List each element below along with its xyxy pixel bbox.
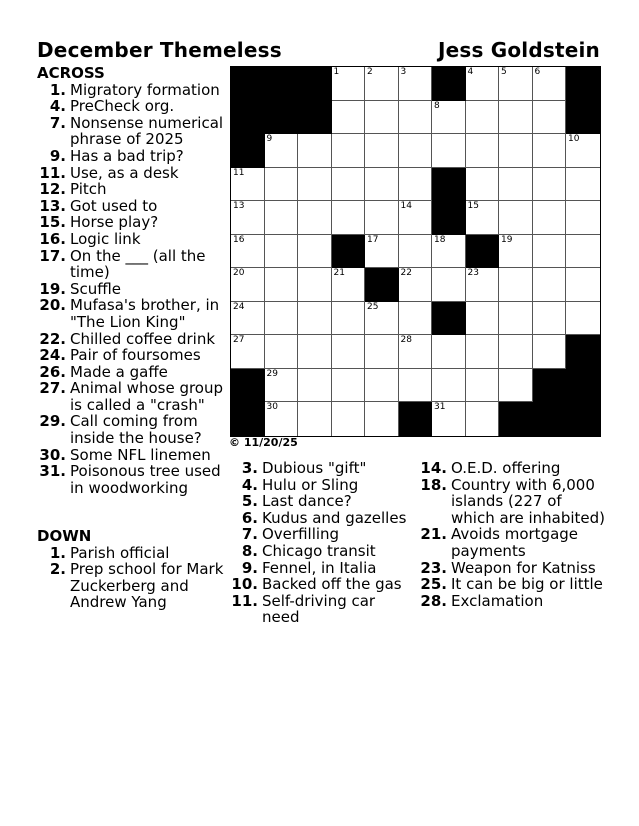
clue-item[interactable] — [229, 510, 409, 527]
grid-cell[interactable] — [466, 335, 500, 369]
clue-number: 9. — [241, 558, 258, 577]
clue-number: 7. — [241, 525, 258, 544]
across-clues — [37, 65, 225, 496]
grid-cell[interactable] — [298, 335, 332, 369]
clue-item[interactable] — [37, 82, 225, 99]
clue-item[interactable] — [37, 165, 225, 182]
cell-number: 11 — [233, 167, 245, 178]
grid-cell[interactable] — [533, 134, 567, 168]
clue-text: Pitch — [70, 180, 107, 199]
clue-number: 11. — [231, 591, 258, 610]
grid-cell[interactable] — [265, 235, 299, 269]
grid-cell[interactable] — [432, 134, 466, 168]
clue-item[interactable] — [37, 463, 225, 496]
grid-cell[interactable] — [499, 268, 533, 302]
clue-number: 17. — [39, 246, 66, 265]
grid-block — [231, 369, 265, 403]
clue-text: Fennel, in Italia — [262, 558, 377, 577]
grid-cell[interactable] — [399, 235, 433, 269]
grid-cell[interactable] — [533, 235, 567, 269]
clue-number: 3. — [241, 459, 258, 477]
grid-cell[interactable] — [466, 268, 500, 302]
clue-text: Some NFL linemen — [70, 445, 211, 464]
copyright-date: © 11/20/25 — [229, 436, 298, 449]
clue-number: 4. — [49, 97, 66, 116]
grid-cell[interactable] — [399, 201, 433, 235]
cell-number: 28 — [400, 335, 412, 345]
clue-number: 4. — [241, 475, 258, 494]
across-heading: ACROSS — [37, 64, 105, 82]
grid-cell[interactable] — [533, 67, 567, 101]
grid-cell[interactable] — [332, 369, 366, 403]
grid-cell[interactable] — [466, 168, 500, 202]
clue-number: 24. — [39, 346, 66, 365]
clue-item[interactable] — [229, 560, 409, 577]
grid-cell[interactable] — [265, 268, 299, 302]
grid-cell[interactable] — [432, 268, 466, 302]
clue-item[interactable] — [37, 231, 225, 248]
grid-cell[interactable] — [365, 302, 399, 336]
grid-cell[interactable] — [298, 268, 332, 302]
grid-block — [533, 402, 567, 436]
grid-cell[interactable] — [365, 168, 399, 202]
grid-cell[interactable] — [332, 101, 366, 135]
clue-item[interactable] — [37, 248, 225, 281]
clue-text: Overfilling — [262, 525, 340, 544]
clue-item[interactable] — [37, 98, 225, 115]
clue-number: 12. — [39, 180, 66, 199]
down-clue-list-1 — [37, 545, 225, 611]
grid-cell[interactable] — [499, 101, 533, 135]
clue-text: Made a gaffe — [70, 362, 168, 381]
clue-item[interactable] — [418, 477, 608, 527]
grid-cell[interactable] — [466, 302, 500, 336]
cell-number: 18 — [434, 234, 446, 245]
cell-number: 15 — [467, 201, 479, 211]
grid-cell[interactable] — [332, 302, 366, 336]
clue-text: Dubious "gift" — [262, 459, 367, 477]
grid-cell[interactable] — [365, 201, 399, 235]
down-clue-list-3 — [418, 460, 608, 609]
grid-cell[interactable] — [399, 134, 433, 168]
grid-block — [566, 402, 600, 436]
grid-block — [432, 302, 466, 336]
grid-cell[interactable] — [533, 268, 567, 302]
clue-number: 23. — [420, 558, 447, 577]
grid-cell[interactable] — [265, 302, 299, 336]
clue-text: Mufasa's brother, in "The Lion King" — [70, 296, 220, 331]
grid-cell[interactable] — [499, 67, 533, 101]
clue-text: Kudus and gazelles — [262, 508, 407, 527]
grid-block — [231, 101, 265, 135]
clue-text: Poisonous tree used in woodworking — [70, 462, 221, 497]
grid-block — [466, 235, 500, 269]
cell-number: 10 — [568, 134, 580, 144]
clue-text: It can be big or little — [451, 575, 603, 594]
clue-text: Got used to — [70, 196, 158, 215]
grid-block — [231, 134, 265, 168]
clue-number: 2. — [49, 560, 66, 579]
clue-text: Chicago transit — [262, 541, 376, 560]
grid-block — [231, 402, 265, 436]
grid-cell[interactable] — [499, 235, 533, 269]
clue-number: 16. — [39, 229, 66, 248]
clue-item[interactable] — [418, 460, 608, 477]
cell-number: 22 — [400, 268, 412, 278]
cell-number: 23 — [467, 268, 479, 278]
grid-block — [332, 235, 366, 269]
clue-item[interactable] — [229, 526, 409, 543]
cell-number: 21 — [333, 268, 345, 278]
clue-item[interactable] — [229, 543, 409, 560]
crossword-grid[interactable] — [230, 66, 601, 437]
grid-cell[interactable] — [298, 235, 332, 269]
clue-item[interactable] — [37, 413, 225, 446]
clue-number: 19. — [39, 279, 66, 298]
clue-text: On the ___ (all the time) — [70, 246, 206, 282]
grid-cell[interactable] — [332, 67, 366, 101]
cell-number: 20 — [233, 268, 245, 278]
grid-block — [432, 168, 466, 202]
cell-number: 19 — [501, 234, 513, 245]
grid-cell[interactable] — [365, 101, 399, 135]
grid-block — [365, 268, 399, 302]
grid-cell[interactable] — [298, 168, 332, 202]
clue-number: 27. — [39, 379, 66, 398]
cell-number: 1 — [333, 67, 340, 77]
clue-text: Logic link — [70, 229, 141, 248]
grid-block — [265, 67, 299, 101]
cell-number: 16 — [233, 234, 245, 245]
grid-cell[interactable] — [298, 402, 332, 436]
grid-cell[interactable] — [499, 134, 533, 168]
clue-text: Has a bad trip? — [70, 146, 184, 165]
grid-cell[interactable] — [566, 235, 600, 269]
grid-cell[interactable] — [466, 402, 500, 436]
clue-number: 5. — [241, 492, 258, 511]
grid-cell[interactable] — [298, 201, 332, 235]
grid-cell[interactable] — [332, 201, 366, 235]
cell-number: 25 — [367, 301, 379, 312]
grid-cell[interactable] — [399, 335, 433, 369]
clue-text: Country with 6,000 islands (227 of which are inhabited) — [451, 475, 606, 527]
grid-block — [432, 67, 466, 101]
grid-cell[interactable] — [432, 235, 466, 269]
grid-cell[interactable] — [332, 168, 366, 202]
clue-number: 22. — [39, 329, 66, 348]
clue-number: 8. — [241, 541, 258, 560]
grid-block — [566, 335, 600, 369]
clue-number: 26. — [39, 362, 66, 381]
grid-cell[interactable] — [533, 201, 567, 235]
clue-item[interactable] — [37, 545, 225, 562]
clue-number: 14. — [420, 459, 447, 477]
clue-number: 30. — [39, 445, 66, 464]
grid-cell[interactable] — [499, 302, 533, 336]
clue-item[interactable] — [37, 148, 225, 165]
cell-number: 9 — [266, 134, 273, 144]
grid-cell[interactable] — [466, 101, 500, 135]
grid-block — [432, 201, 466, 235]
grid-cell[interactable] — [265, 402, 299, 436]
clue-text: Avoids mortgage payments — [451, 525, 579, 560]
clue-item[interactable] — [418, 526, 608, 559]
clue-item[interactable] — [37, 214, 225, 231]
grid-cell[interactable] — [566, 134, 600, 168]
clue-item[interactable] — [37, 281, 225, 298]
cell-number: 8 — [434, 100, 440, 111]
grid-block — [298, 67, 332, 101]
cell-number: 31 — [434, 402, 446, 412]
grid-cell[interactable] — [566, 302, 600, 336]
clue-item[interactable] — [37, 447, 225, 464]
cell-number: 6 — [534, 67, 541, 77]
puzzle-author: Jess Goldstein — [437, 38, 600, 62]
clue-text: Prep school for Mark Zuckerberg and Andrew Yang — [70, 560, 224, 612]
grid-cell[interactable] — [365, 369, 399, 403]
cell-number: 29 — [266, 368, 278, 379]
grid-cell[interactable] — [533, 302, 567, 336]
grid-cell[interactable] — [231, 268, 265, 302]
down-clues — [37, 528, 225, 611]
clue-text: Migratory formation — [70, 80, 220, 99]
clue-number: 9. — [49, 146, 66, 165]
grid-block — [265, 101, 299, 135]
grid-cell[interactable] — [499, 335, 533, 369]
grid-cell[interactable] — [332, 335, 366, 369]
clue-text: Pair of foursomes — [70, 346, 201, 365]
cell-number: 13 — [233, 201, 245, 211]
clue-text: Animal whose group is called a "crash" — [70, 379, 224, 414]
clue-item[interactable] — [229, 593, 409, 626]
clue-item[interactable] — [37, 181, 225, 198]
grid-cell[interactable] — [265, 168, 299, 202]
grid-cell[interactable] — [265, 335, 299, 369]
cell-number: 30 — [266, 402, 278, 412]
clue-text: Call coming from inside the house? — [70, 412, 202, 448]
clue-number: 21. — [420, 525, 447, 544]
clue-item[interactable] — [229, 477, 409, 494]
grid-cell[interactable] — [399, 268, 433, 302]
grid-cell[interactable] — [432, 369, 466, 403]
grid-cell[interactable] — [399, 302, 433, 336]
cell-number: 17 — [367, 234, 379, 245]
grid-cell[interactable] — [533, 335, 567, 369]
clue-number: 6. — [241, 508, 258, 527]
clue-number: 15. — [39, 213, 66, 232]
cell-number: 5 — [501, 67, 507, 77]
grid-cell[interactable] — [365, 67, 399, 101]
clue-item[interactable] — [229, 493, 409, 510]
grid-cell[interactable] — [399, 369, 433, 403]
grid-cell[interactable] — [566, 201, 600, 235]
down-clue-list-2 — [229, 460, 409, 626]
clue-number: 13. — [39, 196, 66, 215]
grid-cell[interactable] — [265, 201, 299, 235]
grid-cell[interactable] — [265, 134, 299, 168]
clue-text: O.E.D. offering — [451, 459, 561, 477]
across-clue-list — [37, 82, 225, 497]
grid-cell[interactable] — [499, 369, 533, 403]
cell-number: 14 — [400, 201, 412, 211]
grid-cell[interactable] — [399, 101, 433, 135]
grid-cell[interactable] — [332, 268, 366, 302]
clue-text: Use, as a desk — [70, 163, 179, 182]
clue-item[interactable] — [37, 561, 225, 611]
grid-cell[interactable] — [499, 201, 533, 235]
grid-cell[interactable] — [365, 335, 399, 369]
clue-number: 11. — [39, 163, 66, 182]
grid-cell[interactable] — [231, 335, 265, 369]
clue-item[interactable] — [37, 198, 225, 215]
clue-item[interactable] — [37, 331, 225, 348]
clue-item[interactable] — [418, 593, 608, 610]
grid-cell[interactable] — [466, 67, 500, 101]
grid-cell[interactable] — [298, 369, 332, 403]
clue-text: Nonsense numerical phrase of 2025 — [70, 113, 224, 149]
clue-text: Chilled coffee drink — [70, 329, 216, 348]
cell-number: 24 — [233, 301, 245, 312]
cell-number: 4 — [467, 67, 474, 77]
grid-block — [533, 369, 567, 403]
grid-cell[interactable] — [332, 402, 366, 436]
grid-block — [566, 369, 600, 403]
clue-item[interactable] — [37, 297, 225, 330]
grid-cell[interactable] — [533, 168, 567, 202]
grid-cell[interactable] — [265, 369, 299, 403]
grid-cell[interactable] — [566, 168, 600, 202]
grid-cell[interactable] — [365, 235, 399, 269]
clue-text: Horse play? — [70, 213, 159, 232]
grid-cell[interactable] — [231, 201, 265, 235]
clue-text: Hulu or Sling — [262, 475, 359, 494]
grid-block — [298, 101, 332, 135]
clue-number: 18. — [420, 475, 447, 494]
clue-item[interactable] — [418, 576, 608, 593]
grid-cell[interactable] — [466, 369, 500, 403]
clue-number: 25. — [420, 575, 447, 594]
clue-number: 1. — [49, 80, 66, 99]
clue-text: Scuffle — [70, 279, 122, 298]
grid-block — [566, 101, 600, 135]
clue-number: 1. — [49, 543, 66, 562]
grid-block — [231, 67, 265, 101]
grid-cell[interactable] — [298, 134, 332, 168]
grid-cell[interactable] — [432, 402, 466, 436]
grid-block — [399, 402, 433, 436]
clue-number: 31. — [39, 462, 66, 481]
grid-cell[interactable] — [365, 134, 399, 168]
clue-text: Last dance? — [262, 492, 352, 511]
clue-text: Self-driving car need — [262, 591, 376, 627]
grid-cell[interactable] — [365, 402, 399, 436]
grid-block — [499, 402, 533, 436]
clue-number: 10. — [231, 575, 258, 594]
clue-number: 7. — [49, 113, 66, 132]
cell-number: 3 — [400, 67, 407, 77]
grid-cell[interactable] — [332, 134, 366, 168]
clue-text: Parish official — [70, 543, 170, 562]
clue-text: Weapon for Katniss — [451, 558, 596, 577]
clue-item[interactable] — [37, 347, 225, 364]
clue-text: Backed off the gas — [262, 575, 402, 594]
clue-number: 20. — [39, 296, 66, 315]
grid-cell[interactable] — [533, 101, 567, 135]
grid-cell[interactable] — [466, 201, 500, 235]
clue-text: Exclamation — [451, 591, 544, 610]
grid-cell[interactable] — [231, 235, 265, 269]
grid-cell[interactable] — [499, 168, 533, 202]
grid-cell[interactable] — [298, 302, 332, 336]
grid-cell[interactable] — [432, 101, 466, 135]
grid-cell[interactable] — [466, 134, 500, 168]
grid-cell[interactable] — [399, 168, 433, 202]
grid-block — [566, 67, 600, 101]
clue-number: 29. — [39, 412, 66, 431]
clue-item[interactable] — [37, 364, 225, 381]
grid-cell[interactable] — [231, 302, 265, 336]
grid-cell[interactable] — [432, 335, 466, 369]
clue-item[interactable] — [37, 380, 225, 413]
clue-item[interactable] — [418, 560, 608, 577]
clue-number: 28. — [420, 591, 447, 610]
clue-item[interactable] — [229, 576, 409, 593]
cell-number: 2 — [367, 67, 373, 77]
clue-item[interactable] — [37, 115, 225, 148]
puzzle-title: December Themeless — [37, 38, 282, 62]
clue-item[interactable] — [229, 460, 409, 477]
grid-cell[interactable] — [231, 168, 265, 202]
down-heading: DOWN — [37, 527, 92, 545]
grid-cell[interactable] — [399, 67, 433, 101]
cell-number: 27 — [233, 335, 245, 345]
grid-cell[interactable] — [566, 268, 600, 302]
clue-text: PreCheck org. — [70, 97, 175, 116]
